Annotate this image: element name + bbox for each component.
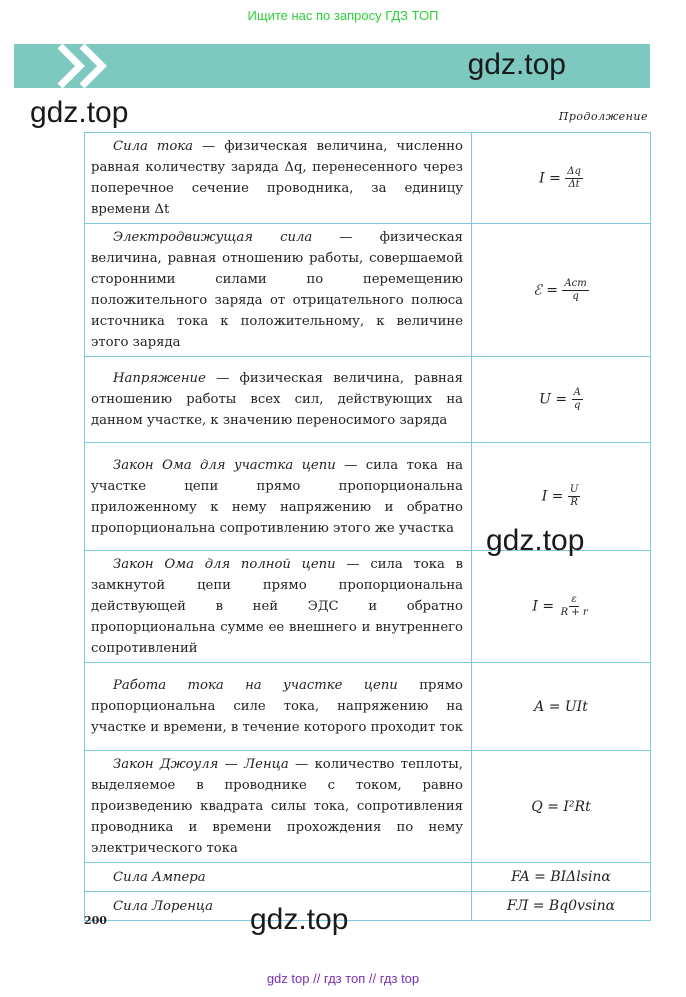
table-row <box>85 751 651 863</box>
definition-cell <box>85 751 472 863</box>
formula-cell <box>472 663 651 751</box>
numerator: Δq <box>567 165 581 177</box>
formula-lhs: I = <box>539 170 561 186</box>
table-row <box>85 863 651 892</box>
fraction <box>562 278 588 303</box>
definition-text: — физическая величина, численно равная количеству заряда Δq, перенесенного через поперечное сечение проводника, за единицу времени Δt <box>91 139 463 217</box>
definition-text: прямо пропорциональна силе тока, напряжению на участке и времени, в течение которого проходит ток <box>91 678 464 735</box>
numerator: Aст <box>564 277 587 289</box>
term: Сила Ампера <box>113 869 206 885</box>
definition-text: — сила тока в замкнутой цепи прямо пропорциональна действующей в ней ЭДС и обратно пропорциональна сумме ее внешнего и внутреннего сопротивлений <box>91 557 463 656</box>
fraction <box>559 594 590 619</box>
denominator: q <box>574 400 581 411</box>
term: Работа тока на участке цепи <box>113 678 398 693</box>
formula-cell <box>472 751 651 863</box>
definition-cell <box>85 224 472 357</box>
top-search-note: Ищите нас по запросу ГДЗ ТОП <box>247 8 439 23</box>
table-row <box>85 224 651 357</box>
denominator: R <box>570 497 578 508</box>
watermark-bottom: gdz.top <box>250 903 349 936</box>
term: Закон Ома для участка цепи <box>113 457 336 473</box>
definition-cell <box>85 133 472 224</box>
definition-cell <box>85 663 472 751</box>
formula-cell <box>472 892 651 921</box>
formula-cell <box>472 863 651 892</box>
term: Сила тока <box>113 139 194 154</box>
definition-cell <box>85 443 472 551</box>
term: Электродвижущая сила <box>113 230 313 245</box>
term: Сила Лоренца <box>113 898 213 914</box>
fraction <box>568 484 580 509</box>
term: Закон Джоуля — Ленца <box>113 757 289 772</box>
definition-cell <box>85 863 472 892</box>
definition-text: — физическая величина, равная отношению работы всех сил, действующих на данном участке, к значению переносимого заряда <box>91 371 463 428</box>
formula-cell <box>472 224 651 357</box>
numerator: ε <box>571 594 577 605</box>
watermark-top-left: gdz.top <box>30 96 129 129</box>
formula: FЛ = Bq0vsinα <box>506 898 616 914</box>
formula-cell <box>472 133 651 224</box>
formula-lhs: I = <box>541 488 564 505</box>
table-row <box>85 663 651 751</box>
term: Закон Ома для полной цепи <box>113 557 336 572</box>
fraction <box>565 166 583 191</box>
term: Напряжение <box>113 371 206 386</box>
formula-lhs: I = <box>532 598 555 615</box>
continuation-label: Продолжение <box>558 110 648 123</box>
definition-text: — количество теплоты, выделяемое в проводнике с током, равно произведению квадрата силы тока, сопротивления проводника и времени прохождения по нему электрического тока <box>91 757 463 856</box>
definition-cell <box>85 551 472 663</box>
table-row <box>85 357 651 443</box>
table-row <box>85 892 651 921</box>
page-number: 200 <box>84 914 107 927</box>
table-row <box>85 551 651 663</box>
formula-lhs: U = <box>539 391 568 408</box>
footer-links: gdz top // гдз топ // гдз top <box>266 971 420 986</box>
numerator: A <box>573 387 581 398</box>
banner-watermark: gdz.top <box>467 48 566 81</box>
formula-cell <box>472 357 651 443</box>
definition-cell <box>85 357 472 443</box>
numerator: U <box>569 484 579 495</box>
formula: Q = I²Rt <box>531 798 591 815</box>
formula: FA = BIΔlsinα <box>511 869 611 885</box>
table-row <box>85 133 651 224</box>
double-chevron-icon <box>54 44 124 88</box>
formula: A = UIt <box>534 698 588 715</box>
formula-lhs: ℰ = <box>533 282 558 298</box>
denominator: R + r <box>560 607 588 618</box>
header-banner <box>14 44 650 88</box>
denominator: q <box>572 290 579 302</box>
formula-cell <box>472 551 651 663</box>
definition-text: — сила тока на участке цепи прямо пропорциональна приложенному к нему напряжению и обратно пропорциональна сопротивлению этого же участка <box>91 457 463 536</box>
denominator: Δt <box>568 178 580 190</box>
fraction <box>572 387 583 412</box>
watermark-middle-right: gdz.top <box>486 524 585 557</box>
definition-text: — физическая величина, равная отношению работы, совершаемой сторонними силами по перемещению положительного заряда от отрицательного полюса источника тока к положительному, к величине этого заряда <box>91 230 463 350</box>
